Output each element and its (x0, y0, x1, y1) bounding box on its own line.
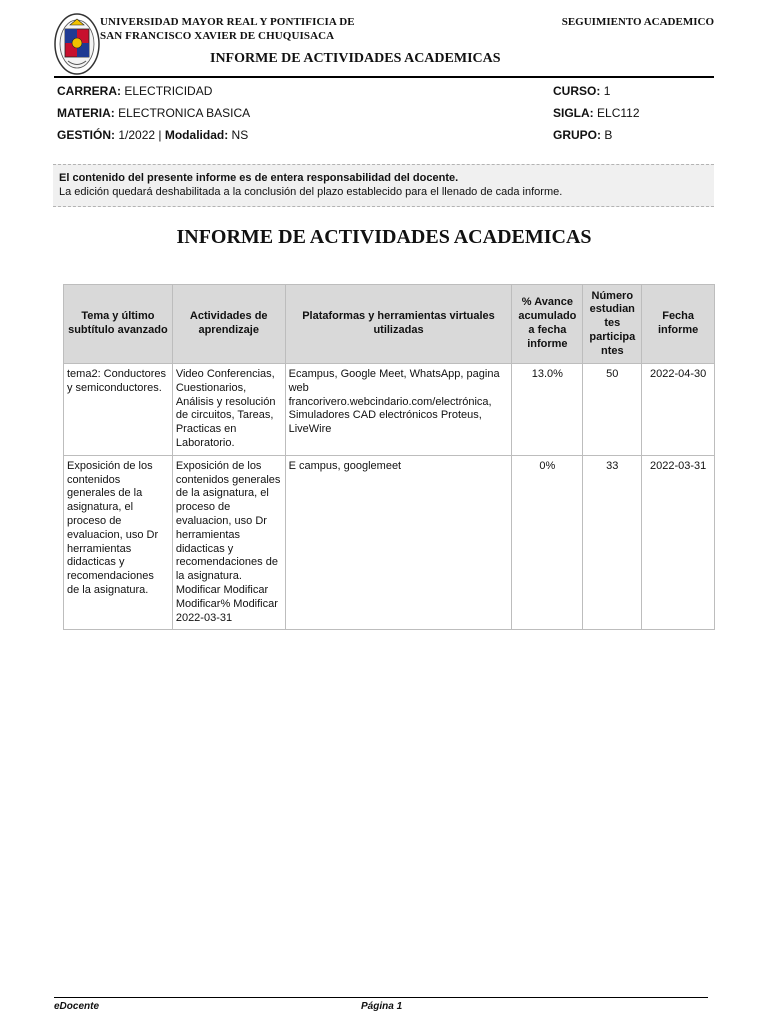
sigla-label: SIGLA: (553, 106, 594, 120)
university-line-2: SAN FRANCISCO XAVIER DE CHUQUISACA (100, 30, 335, 42)
cell-tema: Exposición de los contenidos generales de la asignatura, el proceso de evaluacion, uso Dr herramientas didacticas y recomendaciones de la asignatura. (64, 455, 173, 630)
grupo-label: GRUPO: (553, 128, 601, 142)
carrera-label: CARRERA: (57, 84, 121, 98)
header-divider (54, 76, 714, 78)
cell-actividades: Video Conferencias, Cuestionarios, Análisis y resolución de circuitos, Tareas, Practicas en Laboratorio. (172, 364, 285, 456)
section-label: SEGUIMIENTO ACADEMICO (561, 16, 714, 28)
carrera-value: ELECTRICIDAD (124, 84, 213, 98)
curso-label: CURSO: (553, 84, 601, 98)
report-header (0, 0, 768, 78)
notice-line-1: El contenido del presente informe es de entera responsabilidad del docente. (59, 172, 459, 184)
header-plataformas: Plataformas y herramientas virtuales utilizadas (285, 285, 512, 364)
activities-table (63, 284, 715, 630)
footer-brand: eDocente (54, 1001, 100, 1012)
university-line-1: UNIVERSIDAD MAYOR REAL Y PONTIFICIA DE (100, 16, 355, 28)
grupo-field (553, 128, 612, 142)
gestion-value: 1/2022 (118, 128, 156, 142)
cell-avance: 0% (512, 455, 583, 630)
header-estudiantes: Número estudian tes participa ntes (583, 285, 642, 364)
curso-field (553, 84, 610, 98)
field-separator: | (155, 128, 165, 142)
cell-estudiantes: 50 (583, 364, 642, 456)
gestion-label: GESTIÓN: (57, 128, 116, 142)
table-row (64, 455, 715, 630)
cell-plataformas: Ecampus, Google Meet, WhatsApp, pagina web francorivero.webcindario.com/electrónica, Simuladores CAD electrónicos Proteus, LiveWire (285, 364, 512, 456)
carrera-field (57, 84, 212, 98)
cell-fecha: 2022-03-31 (642, 455, 715, 630)
cell-actividades: Exposición de los contenidos generales de la asignatura, el proceso de evaluacion, uso Dr herramientas didacticas y recomendaciones de la asignatura. Modificar Modificar Modificar% Modificar 2022-03-31 (172, 455, 285, 630)
main-title: INFORME DE ACTIVIDADES ACADEMICAS (176, 226, 592, 248)
university-seal-icon (54, 13, 100, 75)
header-fecha: Fecha informe (642, 285, 715, 364)
header-avance: % Avance acumulado a fecha informe (512, 285, 583, 364)
notice-line-2: La edición quedará deshabilitada a la conclusión del plazo establecido para el llenado de cada informe. (59, 186, 563, 198)
header-tema: Tema y último subtítulo avanzado (64, 285, 173, 364)
university-name (100, 15, 355, 43)
cell-fecha: 2022-04-30 (642, 364, 715, 456)
curso-value: 1 (603, 84, 611, 98)
cell-estudiantes: 33 (583, 455, 642, 630)
header-actividades: Actividades de aprendizaje (172, 285, 285, 364)
cell-avance: 13.0% (512, 364, 583, 456)
sigla-field (553, 106, 640, 120)
page-number: Página 1 (361, 1001, 403, 1012)
cell-plataformas: E campus, googlemeet (285, 455, 512, 630)
materia-value: ELECTRONICA BASICA (118, 106, 251, 120)
report-title: INFORME DE ACTIVIDADES ACADEMICAS (210, 51, 501, 66)
responsibility-notice (53, 164, 714, 207)
materia-label: MATERIA: (57, 106, 115, 120)
sigla-value: ELC112 (597, 106, 640, 120)
modalidad-value: NS (231, 128, 249, 142)
materia-field (57, 106, 250, 120)
cell-tema: tema2: Conductores y semiconductores. (64, 364, 173, 456)
table-row (64, 364, 715, 456)
modalidad-label: Modalidad: (164, 128, 229, 142)
grupo-value: B (604, 128, 613, 142)
footer-divider (54, 997, 708, 998)
table-header-row (64, 285, 715, 364)
gestion-field (57, 128, 248, 142)
